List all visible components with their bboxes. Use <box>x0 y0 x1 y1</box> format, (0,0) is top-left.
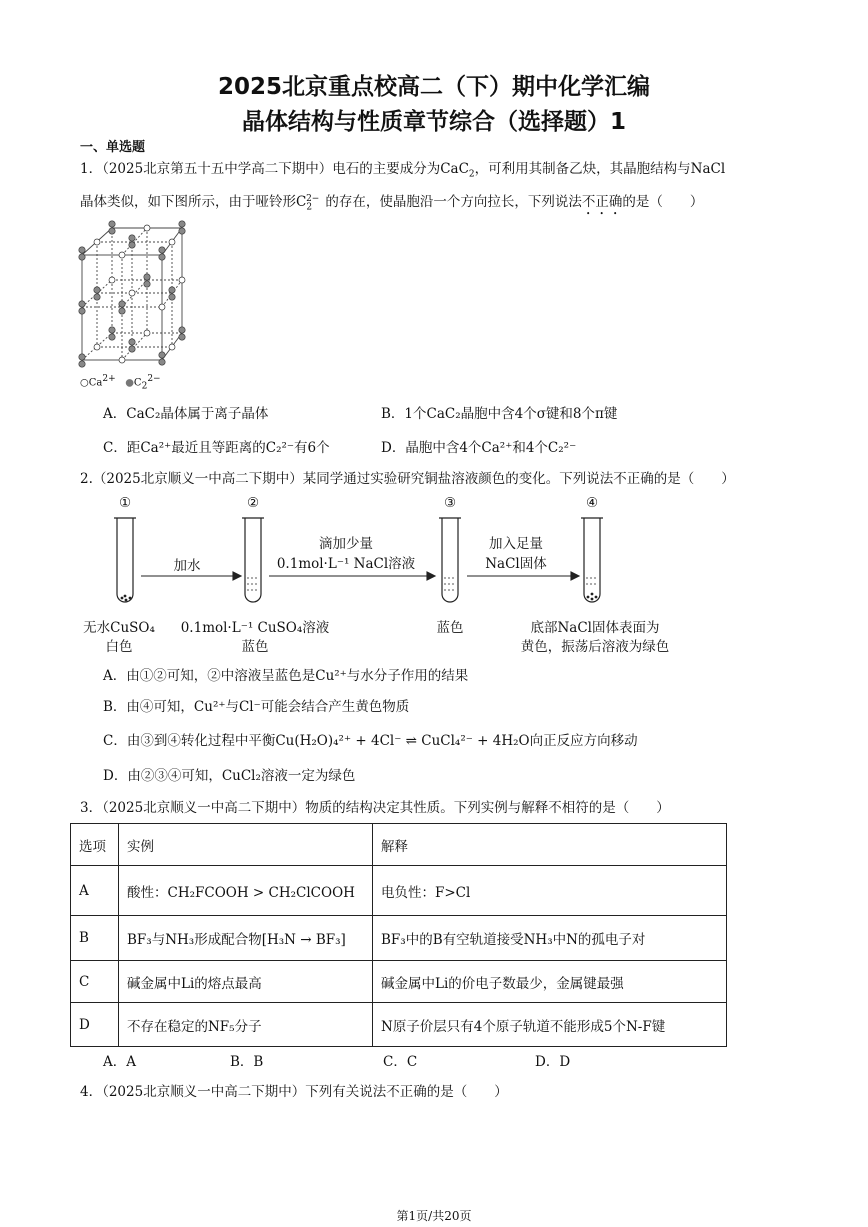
table-row <box>71 961 727 1003</box>
table-cell: 碱金属中Li的熔点最高 <box>119 961 373 1003</box>
figure-legend: $○Ca^{2+}$ $●C_2^{2-}$ <box>80 374 161 392</box>
test-tube-4 <box>581 518 603 602</box>
tube-number-4: ④ <box>585 495 599 511</box>
page-title-line1: 2025北京重点校高二（下）期中化学汇编 <box>217 74 650 100</box>
cac2-unit-cell-figure <box>76 220 206 380</box>
q2-option-a[interactable]: A．由①②可知，②中溶液呈蓝色是Cu²⁺与水分子作用的结果 <box>103 668 469 684</box>
q2-option-c[interactable]: C．由③到④转化过程中平衡Cu(H₂O)₄²⁺ + 4Cl⁻ ⇌ CuCl₄²⁻ + 4H₂O向正反应方向移动 <box>103 733 638 749</box>
tube1-label-top: 无水CuSO₄ <box>83 620 155 636</box>
table-cell: C <box>71 961 119 1003</box>
q2-option-d[interactable]: D．由②③④可知，CuCl₂溶液一定为绿色 <box>103 768 356 784</box>
q2-stem: 2.（2025北京顺义一中高二下期中）某同学通过实验研究铜盐溶液颜色的变化。下列说法不正确的是（ ） <box>80 471 735 487</box>
test-tube-2 <box>242 518 264 602</box>
q1-stem-part: ，可利用其制备乙炔，其晶胞结构与NaCl <box>474 161 726 177</box>
q3-option-a[interactable]: A．A <box>103 1054 136 1070</box>
arrow3-label-bottom: NaCl固体 <box>485 556 547 572</box>
q1-stem-line2: 晶体类似，如下图所示，由于哑铃形$C_2^{2-}$ 的存在，使晶胞沿一个方向拉长，下列说法不正确的是（ ） <box>80 193 704 213</box>
test-tube-3 <box>439 518 461 602</box>
q1-stem-part: 的存在，使晶胞沿一个方向拉长，下列说法 <box>325 194 582 210</box>
table-row <box>71 866 727 916</box>
table-cell: A <box>71 866 119 916</box>
test-tube-1 <box>114 518 136 602</box>
q1-option-b[interactable]: B．1个CaC₂晶胞中含4个σ键和8个π键 <box>381 406 618 422</box>
tube-number-1: ① <box>118 495 132 511</box>
q1-emphasis: 不正确 <box>581 194 623 210</box>
tube2-label-top: 0.1mol·L⁻¹ CuSO₄溶液 <box>180 620 330 636</box>
tube3-label-top: 蓝色 <box>436 620 464 636</box>
table-cell: 碱金属中Li的价电子数最少，金属键最强 <box>373 961 727 1003</box>
q1-stem-part: 的是（ ） <box>622 194 704 210</box>
q3-stem: 3．（2025北京顺义一中高二下期中）物质的结构决定其性质。下列实例与解释不相符的是（ ） <box>80 800 670 816</box>
q2-option-b[interactable]: B．由④可知，Cu²⁺与Cl⁻可能会结合产生黄色物质 <box>103 699 410 715</box>
tube4-label-top: 底部NaCl固体表面为 <box>530 620 660 636</box>
legend-c2-label: C <box>133 377 142 389</box>
table-cell: BF₃中的B有空轨道接受NH₃中N的孤电子对 <box>373 916 727 961</box>
table-row <box>71 1003 727 1047</box>
q1-option-c[interactable]: C．距Ca²⁺最近且等距离的C₂²⁻有6个 <box>103 440 330 456</box>
q4-stem: 4．（2025北京顺义一中高二下期中）下列有关说法不正确的是（ ） <box>80 1084 508 1100</box>
tube-number-2: ② <box>246 495 260 511</box>
tube-number-3: ③ <box>443 495 457 511</box>
page-title-line2: 晶体结构与性质章节综合（选择题）1 <box>241 109 626 135</box>
table-cell: 不存在稳定的NF₅分子 <box>119 1003 373 1047</box>
q1-stem-line1: 1．（2025北京第五十五中学高二下期中）电石的主要成分为CaC$_2$，可利用其制备乙炔，其晶胞结构与NaCl <box>80 161 726 180</box>
tube1-label-bottom: 白色 <box>105 639 133 655</box>
arrow1-label: 加水 <box>173 558 201 574</box>
q1-option-d[interactable]: D．晶胞中含4个Ca²⁺和4个C₂²⁻ <box>381 440 577 456</box>
table-cell: B <box>71 916 119 961</box>
legend-c2-icon: ● <box>125 377 134 389</box>
table-header-row <box>71 824 727 866</box>
table-cell: 酸性：CH₂FCOOH > CH₂ClCOOH <box>119 866 373 916</box>
tube2-label-bottom: 蓝色 <box>241 639 269 655</box>
q1-stem-part: 晶体类似，如下图所示，由于哑铃形C <box>80 194 307 210</box>
legend-ca-label: Ca <box>88 377 103 389</box>
q3-option-b[interactable]: B．B <box>230 1054 264 1070</box>
table-cell: 电负性：F>Cl <box>373 866 727 916</box>
table-header-cell: 选项 <box>71 824 119 866</box>
table-header-cell: 解释 <box>373 824 727 866</box>
arrow2-label-top: 滴加少量 <box>319 536 373 552</box>
q3-table <box>70 823 727 1047</box>
q1-option-a[interactable]: A．CaC₂晶体属于离子晶体 <box>103 406 269 422</box>
q3-option-d[interactable]: D．D <box>535 1054 571 1070</box>
table-cell: N原子价层只有4个原子轨道不能形成5个N-F键 <box>373 1003 727 1047</box>
table-row <box>71 916 727 961</box>
tube4-label-bottom: 黄色，振荡后溶液为绿色 <box>520 639 670 655</box>
table-cell: BF₃与NH₃形成配合物[H₃N → BF₃] <box>119 916 373 961</box>
legend-ca-icon: ○ <box>80 377 89 389</box>
table-header-cell: 实例 <box>119 824 373 866</box>
table-cell: D <box>71 1003 119 1047</box>
q3-option-c[interactable]: C．C <box>383 1054 418 1070</box>
arrow3-label-top: 加入足量 <box>489 536 543 552</box>
q1-stem-part: 1．（2025北京第五十五中学高二下期中）电石的主要成分为CaC <box>80 161 469 177</box>
section-heading: 一、单选题 <box>80 140 146 155</box>
page-footer: 第1页/共20页 <box>396 1209 472 1223</box>
arrow2-label-bottom: 0.1mol·L⁻¹ NaCl溶液 <box>276 556 416 572</box>
